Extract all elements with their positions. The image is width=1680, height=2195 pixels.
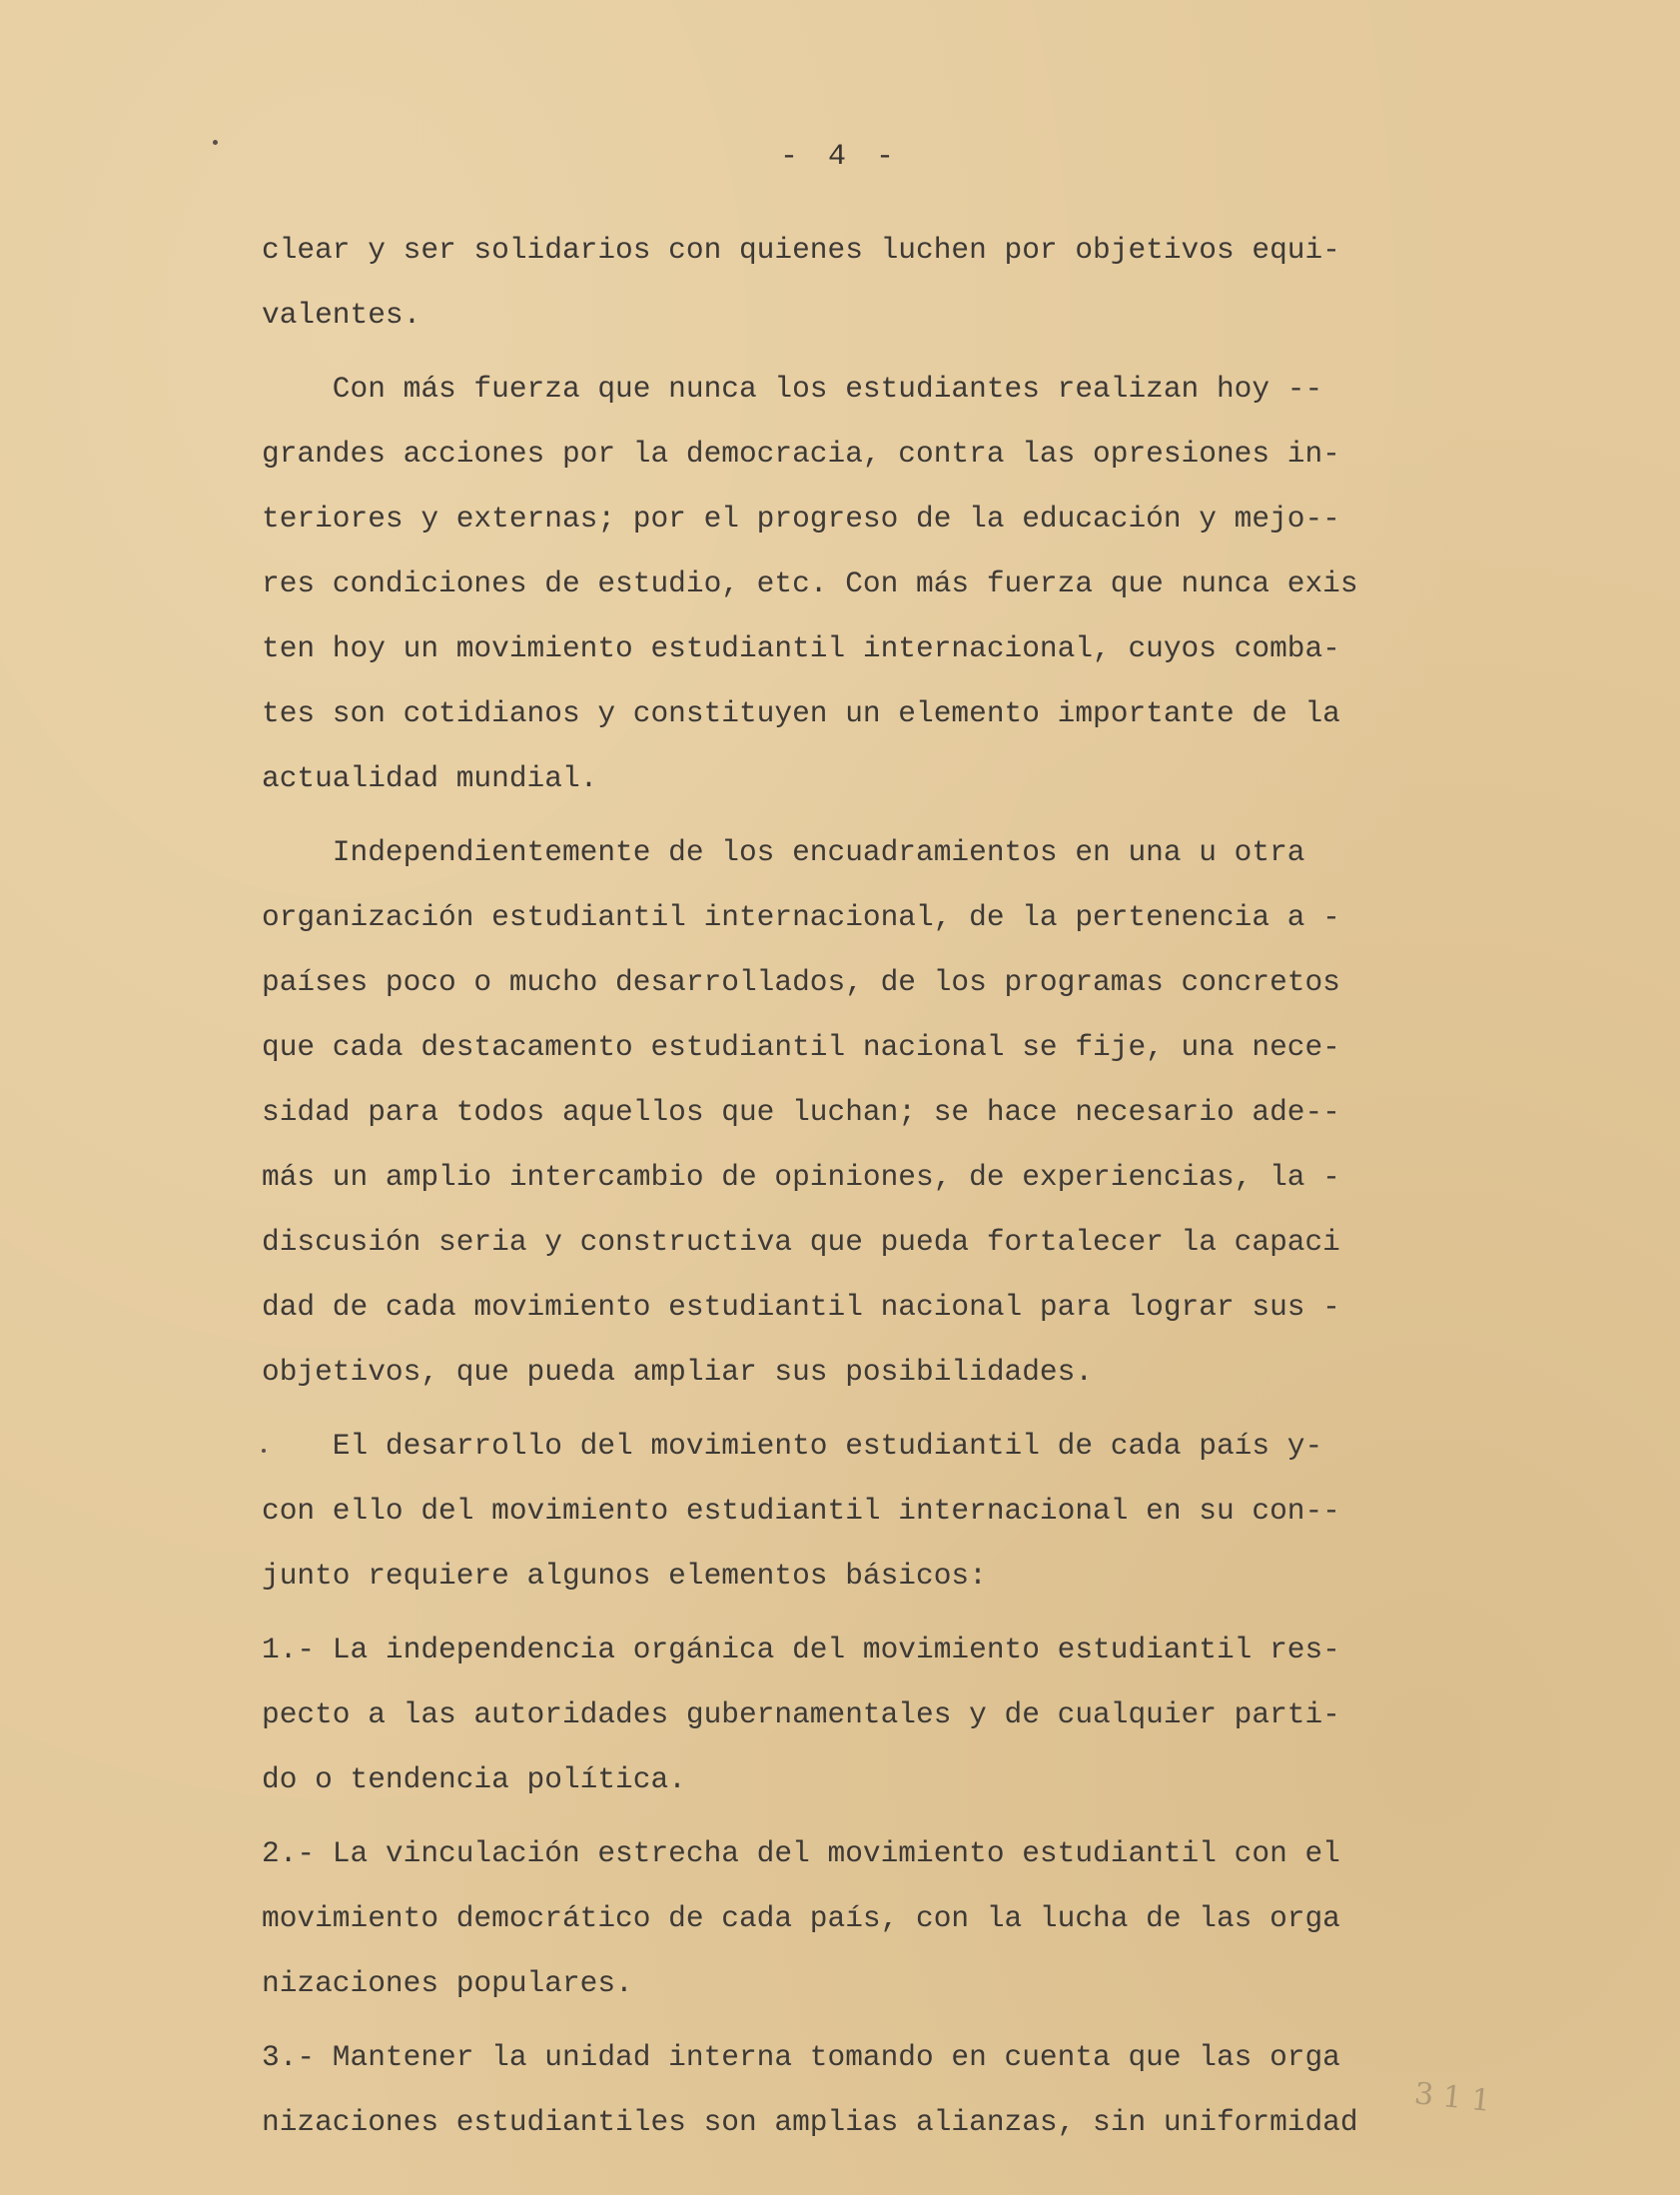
text-line: actualidad mundial. [262,761,598,795]
text-line: sidad para todos aquellos que luchan; se hace necesario ade-- [262,1095,1340,1129]
paragraph-gap [262,2016,1490,2025]
text-line: junto requiere algunos elementos básicos: [262,1559,987,1593]
typewritten-body [262,218,1490,2155]
text-line: teriores y externas; por el progreso de la educación y mejo-- [262,502,1340,536]
text-line: objetivos, que pueda ampliar sus posibilidades. [262,1355,1094,1389]
text-line: ten hoy un movimiento estudiantil internacional, cuyos comba- [262,631,1340,665]
text-line: organización estudiantil internacional, de la pertenencia a - [262,900,1340,934]
text-line: valentes. [262,298,421,332]
paragraph-gap [262,1405,1490,1414]
paragraph-gap [262,1609,1490,1618]
text-line: con ello del movimiento estudiantil internacional en su con-- [262,1494,1340,1528]
text-line: do o tendencia política. [262,1762,686,1796]
paragraph [262,2025,1490,2155]
text-line: movimiento democrático de cada país, con la lucha de las orga [262,1901,1340,1935]
paragraph-gap [262,811,1490,820]
handwritten-note: 3 1 1 [1412,2076,1492,2119]
text-line: El desarrollo del movimiento estudiantil de cada país y- [262,1429,1323,1463]
text-line: nizaciones estudiantiles son amplias alianzas, sin uniformidad [262,2105,1358,2139]
text-line: tes son cotidianos y constituyen un elemento importante de la [262,696,1340,730]
text-line: 2.- La vinculación estrecha del movimiento estudiantil con el [262,1836,1340,1870]
text-line: Con más fuerza que nunca los estudiantes realizan hoy -- [262,372,1323,406]
text-line: dad de cada movimiento estudiantil nacional para lograr sus - [262,1290,1340,1324]
text-line: 3.- Mantener la unidad interna tomando en cuenta que las orga [262,2040,1340,2074]
paragraph-gap [262,1812,1490,1821]
text-line: res condiciones de estudio, etc. Con más fuerza que nunca exis [262,566,1358,600]
text-line: Independientemente de los encuadramientos en una u otra [262,835,1305,869]
paragraph-gap [262,348,1490,357]
paragraph [262,1821,1490,2016]
text-line: grandes acciones por la democracia, contra las opresiones in- [262,437,1340,471]
paragraph [262,1618,1490,1812]
text-line: más un amplio intercambio de opiniones, de experiencias, la - [262,1160,1340,1194]
paragraph [262,1414,1490,1609]
text-line: nizaciones populares. [262,1966,633,2000]
page-number: - 4 - [779,140,900,174]
paragraph [262,357,1490,811]
text-line: clear y ser solidarios con quienes luchen por objetivos equi- [262,233,1340,267]
text-line: pecto a las autoridades gubernamentales y de cualquier parti- [262,1697,1340,1731]
text-line: países poco o mucho desarrollados, de los programas concretos [262,965,1340,999]
paragraph [262,218,1490,348]
text-line: 1.- La independencia orgánica del movimiento estudiantil res- [262,1633,1340,1666]
paragraph [262,820,1490,1405]
text-line: que cada destacamento estudiantil nacional se fije, una nece- [262,1030,1340,1064]
text-line: discusión seria y constructiva que pueda fortalecer la capaci [262,1225,1340,1259]
